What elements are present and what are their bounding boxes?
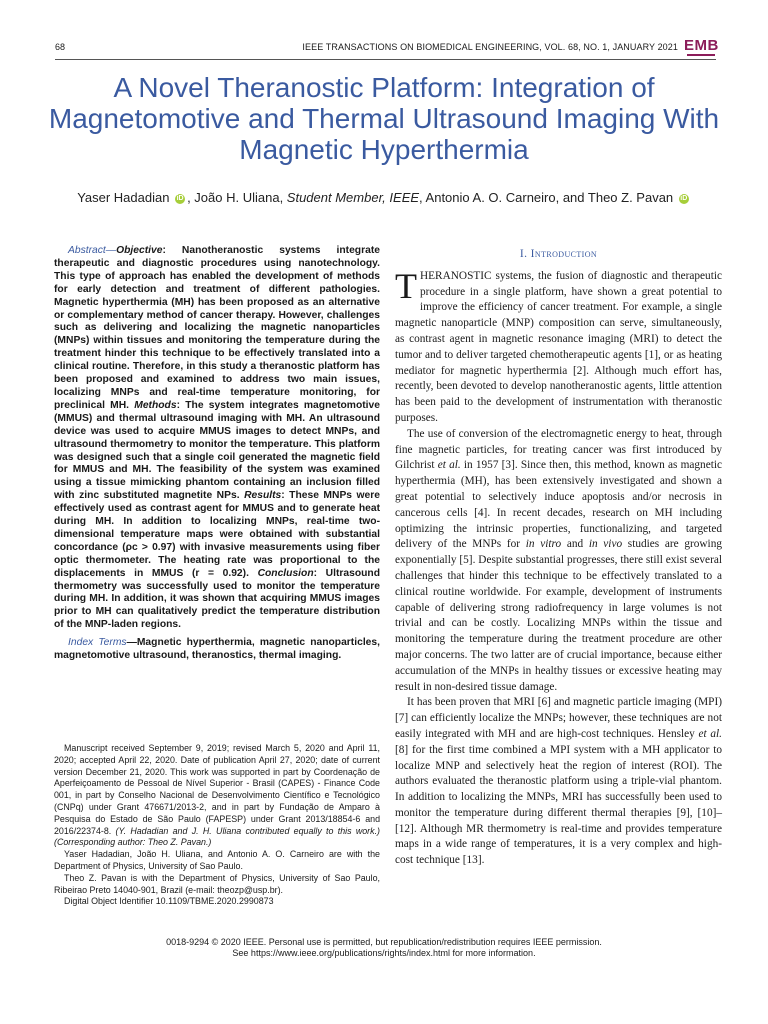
- emb-logo-text: EMB: [684, 37, 719, 54]
- paper-title: A Novel Theranostic Platform: Integration of Magnetomotive and Thermal Ultrasound Imaging With Magnetic Hyperthermia: [48, 72, 720, 165]
- conclusion-text: : Ultrasound thermometry was successfully used to monitor the temperature during MH. In addition, it was shown that acquiring MMUS images prior to MH can qualitatively predict the temperature distribution of the MNP-laden regions.: [54, 567, 381, 631]
- results-text: : These MNPs were effectively used as contrast agent for MMUS and to generate heat during MH. In addition to localizing MNPs, real-time two-dimensional temperature maps were obtained with substantial concordance (ρc > 0.97) with invasive measurements using fiber optic thermometer. The heating rate was proportional to the displacements in MMUS (r = 0.92).: [54, 490, 380, 579]
- methods-text: : The system integrates magnetomotive (MMUS) and thermal ultrasound imaging with MH. An ultrasound device was used to acquire MMUS images to detect MNPs, and ultrasound thermometry to monitor the temperature. This platform was designed such that a single coil generated the magnetic field for MMUS and MH. The feasibility of the system was examined using a tissue mimicking phantom containing an inclusion filled with zinc substituted magnetite NPs.: [54, 399, 380, 502]
- methods-label: Methods: [134, 399, 177, 411]
- emb-logo: [684, 37, 718, 57]
- footnote-received: Manuscript received September 9, 2019; revised March 5, 2020 and April 11, 2020; accepted April 22, 2020. Date of publication April 27, 2020; date of current version December 21, 2020. This work was supported in part by Coordenação de Aperfeiçoamento de Pessoal de Nível Superior - Brasil (CAPES) - Finance Code 001, in part by Conselho Nacional de Desenvolvimento Científico e Tecnológico (CNPq) under Grant 476671/2013-2, and in part by Fundação de Amparo à Pesquisa do Estado de São Paulo (FAPESP) under Grant 2013/18854-6 and 2016/22374-8.: [54, 743, 380, 836]
- introduction-section: [395, 247, 722, 869]
- conclusion-label: Conclusion: [257, 567, 314, 579]
- abstract: [54, 245, 380, 663]
- in-vitro-italic: in vitro: [525, 538, 562, 551]
- author-3-4: , Antonio A. O. Carneiro, and Theo Z. Pavan: [419, 190, 674, 205]
- intro-p2-c: studies are growing exponentially [5]. Despite substantial progresses, there still exist several challenges that hinder this technique to be effectively translated to a clinical routine worldwide. For example, development of instruments capable of delivering strong radiofrequency in large volumes is not trivial and can be costly. Localizing MNPs within the tissue and monitoring the temperature during the treatment procedure are other major concerns. The two latter are of crucial importance, because either accumulation of the MNPs in healthy tissues or excessive heating may result in non-desired tissue damage.: [395, 538, 722, 693]
- running-header: [55, 37, 719, 60]
- footnote-doi[interactable]: Digital Object Identifier 10.1109/TBME.2020.2990873: [64, 896, 274, 907]
- author-list: [30, 190, 738, 205]
- manuscript-footnote: [54, 743, 380, 908]
- copyright-line-2[interactable]: See https://www.ieee.org/publications/rights/index.html for more information.: [232, 948, 536, 958]
- abstract-label: Abstract—: [68, 245, 117, 256]
- author-2-role: Student Member, IEEE: [286, 190, 420, 205]
- author-1: Yaser Hadadian: [77, 190, 170, 205]
- emb-logo-underline: [687, 54, 715, 56]
- section-heading: I. Introduction: [519, 248, 598, 260]
- objective-text: : Nanotheranostic systems integrate therapeutic and diagnostic procedures using nanotechnology. This type of approach has enabled the development of methods for early detection and treatment of different pathologies. Magnetic hyperthermia (MH) has been proposed as an alternative or complementary method of cancer therapy. However, challenges such as delivering and localizing the magnetic nanoparticles (MNPs) within tissues and monitoring the temperature during the treatment hinder this technique to be effectively translated into a clinical routine. Therefore, in this study a theranostic platform has been proposed and examined to address two main issues, localizing MNPs and real-time temperature monitoring, for preclinical MH.: [54, 245, 380, 411]
- copyright-notice: [60, 937, 708, 959]
- index-terms-text: —Magnetic hyperthermia, magnetic nanoparticles, magnetomotive ultrasound, theranostics, thermal imaging.: [54, 637, 381, 662]
- footnote-affiliation-2: Theo Z. Pavan is with the Department of Physics, University of Sao Paulo, Ribeirao Preto 14040-901, Brazil (e-mail: theozp@usp.br).: [54, 872, 380, 895]
- intro-p3-b: [8] for the first time combined a MPI system with a MH applicator to localize MNP and selectively heat the region of interest (ROI). The authors evaluated the theranostic platform using a triple-vial phantom. In addition to localizing the MNPs, MRI has successfully been used to monitor the temperature during different thermal therapies [9], [10]–[12]. Although MR thermometry is real-time and provides temperature maps in a wide range of temperatures, it is a very complex and high-cost technique [13].: [395, 743, 722, 867]
- index-terms-label: Index Terms: [68, 637, 127, 649]
- orcid-icon[interactable]: iD: [680, 195, 688, 202]
- orcid-icon[interactable]: iD: [176, 195, 184, 202]
- footnote-author-note: (Y. Hadadian and J. H. Uliana contributed equally to this work.) (Corresponding author: Theo Z. Pavan.): [54, 825, 380, 848]
- journal-name: IEEE TRANSACTIONS ON BIOMEDICAL ENGINEERING, VOL. 68, NO. 1, JANUARY 2021: [302, 42, 678, 52]
- intro-p2-a: The use of conversion of the electromagnetic energy to heat, through fine magnetic particles, for treating cancer was first introduced by Gilchrist: [395, 427, 722, 472]
- intro-p2-b: in 1957 [3]. Since then, this method, known as magnetic hyperthermia (MH), has been extensively investigated and shown a great potential to selectively induce apoptosis and/or necrosis in cancerous cells [4]. In recent decades, research on MH including optimizing the intrinsic properties, functionalizing, and targeted delivery of the MNPs for: [395, 459, 723, 551]
- author-2: , João H. Uliana,: [187, 190, 287, 205]
- page-number: 68: [55, 42, 66, 52]
- footnote-affiliation-1: Yaser Hadadian, João H. Uliana, and Antonio A. O. Carneiro are with the Department of Physics, University of Sao Paulo.: [54, 849, 380, 871]
- objective-label: Objective: [116, 245, 163, 256]
- etal-italic: et al.: [698, 727, 722, 740]
- drop-cap: T: [395, 265, 417, 306]
- intro-p3-a: It has been proven that MRI [6] and magnetic particle imaging (MPI) [7] can efficiently localize the MNPs; however, these techniques are not easily integrated with MH and are high-cost techniques. Hensley: [395, 696, 722, 740]
- intro-p2-and: and: [561, 538, 589, 551]
- etal-italic: et al.: [437, 459, 461, 472]
- in-vivo-italic: in vivo: [588, 538, 623, 551]
- intro-paragraph-1: HERANOSTIC systems, the fusion of diagnostic and therapeutic procedure in a single platform, have shown a great potential to improve the efficiency of cancer treatment. For example, a single magnetic nanoparticle (MNP) composition can serve, simultaneously, as contrast agent in magnetic resonance imaging (MRI) to detect the tumor and to deliver targeted chemotherapeutic agents [1], or as heating mediator for magnetic hyperthermia [2]. Although much effort has, recently, been devoted to develop nanotheranostic agents, little attention has been paid to the development of instrumentation with theranostic purposes.: [395, 269, 722, 424]
- copyright-line-1: 0018-9294 © 2020 IEEE. Personal use is permitted, but republication/redistribution requires IEEE permission.: [166, 937, 602, 947]
- results-label: Results: [244, 490, 282, 502]
